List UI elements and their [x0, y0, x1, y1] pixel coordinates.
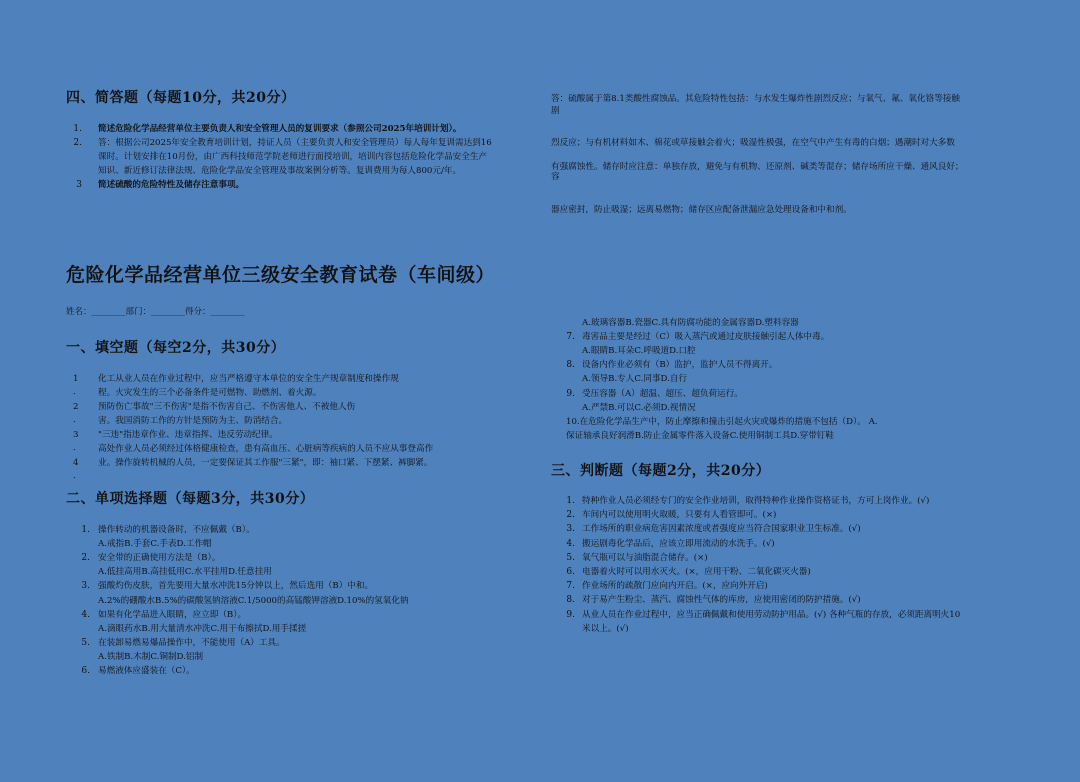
item-number: ． — [73, 387, 82, 397]
question-line: 易燃液体应盛装在（C）。 — [98, 666, 195, 676]
question-line: 作业场所的疏散门应向内开启。(×，应向外开启) — [582, 581, 768, 592]
fill-line: 业。操作旋转机械的人员，一定要保证其工作服"三紧"，即：袖口紧、下摆紧、裤脚紧。 — [98, 458, 433, 468]
option-line: A.低挂高用B.高挂低用C.水平挂用D.任意挂用 — [98, 567, 272, 578]
item-number: 4. — [81, 609, 90, 620]
option-line: A.眼睛B.耳朵C.呼吸道D.口腔 — [582, 346, 696, 357]
question-line: 车间内可以使用明火取暖，只要有人看管即可。(×) — [582, 510, 777, 521]
item-number: 9. — [566, 388, 575, 399]
question-line: 安全带的正确使用方法是（B）。 — [98, 553, 221, 564]
fill-line: 化工从业人员在作业过程中，应当严格遵守本单位的安全生产规章制度和操作规 — [98, 374, 399, 384]
item-number: 2 — [73, 402, 79, 412]
question-line: 对于易产生粉尘、蒸汽、腐蚀性气体的库房，应使用密闭的防护措施。(√) — [582, 595, 861, 606]
item-number: ． — [73, 443, 82, 453]
item-number: 3. — [566, 524, 575, 535]
item-number: 1 — [73, 374, 79, 384]
item-number: 6. — [566, 567, 575, 577]
option-line: A.严禁B.可以C.必须D.视情况 — [582, 402, 696, 413]
true-false-heading: 三、判断题（每题2分，共20分） — [551, 463, 771, 479]
item-number: 1. — [73, 124, 82, 134]
question-line: 工作场所的职业病危害因素浓度或者强度应当符合国家职业卫生标准。(√) — [582, 524, 861, 535]
answer-line: 有强腐蚀性。储存时应注意：单独存放，避免与有机物、还原剂、碱类等混存；储存场所应干燥、通风良好； — [551, 162, 964, 172]
item-number: 2. — [566, 510, 575, 521]
question-line: 如果有化学品进入眼睛，应立即（B）。 — [98, 609, 247, 620]
question-line: 10.在危险化学品生产中，防止摩擦和撞击引起火灾或爆炸的措施不包括（D）。 A. — [566, 417, 878, 427]
exam-info-line: 姓名：________部门：________得分：________ — [66, 307, 245, 317]
question-line: 受压容器（A）超温、超压、超负荷运行。 — [582, 388, 743, 399]
question-line: 操作转动的机器设备时，不应佩戴（B）。 — [98, 525, 255, 535]
question-line: 简述危险化学品经营单位主要负责人和安全管理人员的复训要求（参照公司2025年培训计划）。 — [98, 124, 462, 134]
fill-line: 预防伤亡事故"三不伤害"是指不伤害自己、不伤害他人、不被他人伤 — [98, 402, 356, 412]
item-number: 5. — [566, 552, 575, 563]
item-number: 1. — [566, 496, 575, 506]
question-line: 毒害品主要是经过（C）吸入蒸汽或通过皮肤接触引起人体中毒。 — [582, 332, 830, 343]
option-line: A.戒指B.手套C.手表D.工作帽 — [98, 539, 212, 550]
item-number: 2. — [73, 138, 82, 148]
option-line: A.滴眼药水B.用大量清水冲洗C.用干布擦拭D.用手揉搓 — [98, 623, 307, 634]
item-number: 9. — [566, 609, 575, 620]
option-line: 米以上。(√) — [582, 623, 629, 634]
item-number: 6. — [81, 666, 90, 676]
question-line: 强酸灼伤皮肤，首先要用大量水冲洗15分钟以上，然后选用（B）中和。 — [98, 581, 374, 592]
question-line: 在装卸易燃易爆品操作中，不能使用（A）工具。 — [98, 637, 285, 648]
answer-line: 烈反应；与有机材料如木、棉花或草接触会着火；吸湿性极强，在空气中产生有毒的白烟；遇潮时对大多数 — [551, 138, 955, 148]
exam-title: 危险化学品经营单位三级安全教育试卷（车间级） — [66, 264, 496, 286]
single-choice-heading: 二、单项选择题（每题3分，共30分） — [66, 491, 315, 507]
item-number: 4 — [73, 458, 79, 468]
question-line: 从业人员在作业过程中，应当正确佩戴和使用劳动防护用品。(√) 各种气瓶的存放，必须距离明火10 — [582, 609, 961, 620]
question-line: 搬运剧毒化学品后，应该立即用流动的水洗手。(√) — [582, 538, 775, 549]
item-number: 5. — [81, 637, 90, 648]
item-number: 2. — [81, 553, 90, 564]
item-number: 3 — [73, 430, 79, 440]
item-number: 1. — [81, 525, 90, 535]
fill-line: 高处作业人员必须经过体格健康检查，患有高血压、心脏病等疾病的人员不应从事登高作 — [98, 444, 434, 454]
answer-line: 剧 — [551, 106, 560, 116]
item-number: 3. — [81, 581, 90, 592]
option-line: A.玻璃容器B.瓷器C.具有防腐功能的金属容器D.塑料容器 — [582, 318, 799, 328]
question-line: 电器着火时可以用水灭火。(×，应用干粉、二氧化碳灭火器) — [582, 567, 811, 577]
answer-line: 答：硫酸属于第8.1类酸性腐蚀品。其危险特性包括：与水发生爆炸性剧烈反应；与氧气、氟、氧化铬等接触 — [551, 94, 960, 104]
question-line: 氧气瓶可以与油脂混合储存。(×) — [582, 552, 708, 563]
option-line: A.2%的硼酸水B.5%的碳酸氢钠溶液C.1/5000的高锰酸钾溶液D.10%的氢氧化钠 — [98, 595, 409, 606]
fill-blank-heading: 一、填空题（每空2分，共30分） — [66, 340, 286, 356]
fill-line: 害。我国消防工作的方针是预防为主、防消结合。 — [98, 416, 288, 426]
fill-line: 程。火灾发生的三个必备条件是可燃物、助燃剂、着火源。 — [98, 388, 322, 398]
answer-line: 答：根据公司2025年安全教育培训计划，持证人员（主要负责人和安全管理员）每人每年复训需达到16 — [98, 138, 492, 148]
answer-line: 课时。计划安排在10月份，由广西科技师范学院老师进行面授培训，培训内容包括危险化学品安全生产 — [98, 152, 488, 162]
option-line: 保证轴承良好润滑B.防止金属零件落入设备C.使用铜制工具D.穿带钉鞋 — [566, 431, 834, 441]
item-number: 4. — [566, 538, 575, 549]
question-line: 简述硫酸的危险特性及储存注意事项。 — [98, 180, 245, 190]
answer-line: 容 — [551, 172, 560, 182]
item-number: 3 — [76, 180, 82, 190]
item-number: 7. — [566, 581, 575, 592]
item-number: 8. — [566, 595, 575, 606]
item-number: 8. — [566, 360, 575, 371]
fill-line: "三违"指违章作业、违章指挥、违反劳动纪律。 — [98, 430, 278, 440]
answer-line: 知识、新近修订法律法规、危险化学品安全管理及事故案例分析等。复训费用为每人800元/年。 — [98, 166, 462, 176]
question-line: 设备内作业必须有（B）监护，监护人员不得离开。 — [582, 360, 778, 371]
item-number: ． — [73, 415, 82, 425]
answer-line: 器应密封，防止吸湿；远离易燃物；储存区应配备泄漏应急处理设备和中和剂。 — [551, 205, 852, 215]
short-answer-heading: 四、简答题（每题10分，共20分） — [66, 90, 296, 106]
item-number: 7. — [566, 332, 575, 343]
item-number: ． — [73, 471, 82, 481]
option-line: A.铁制B.木制C.铜制D.铝制 — [98, 651, 204, 662]
question-line: 特种作业人员必须经专门的安全作业培训，取得特种作业操作资格证书，方可上岗作业。(√) — [582, 496, 930, 506]
option-line: A.领导B.专人C.同事D.自行 — [582, 374, 688, 385]
